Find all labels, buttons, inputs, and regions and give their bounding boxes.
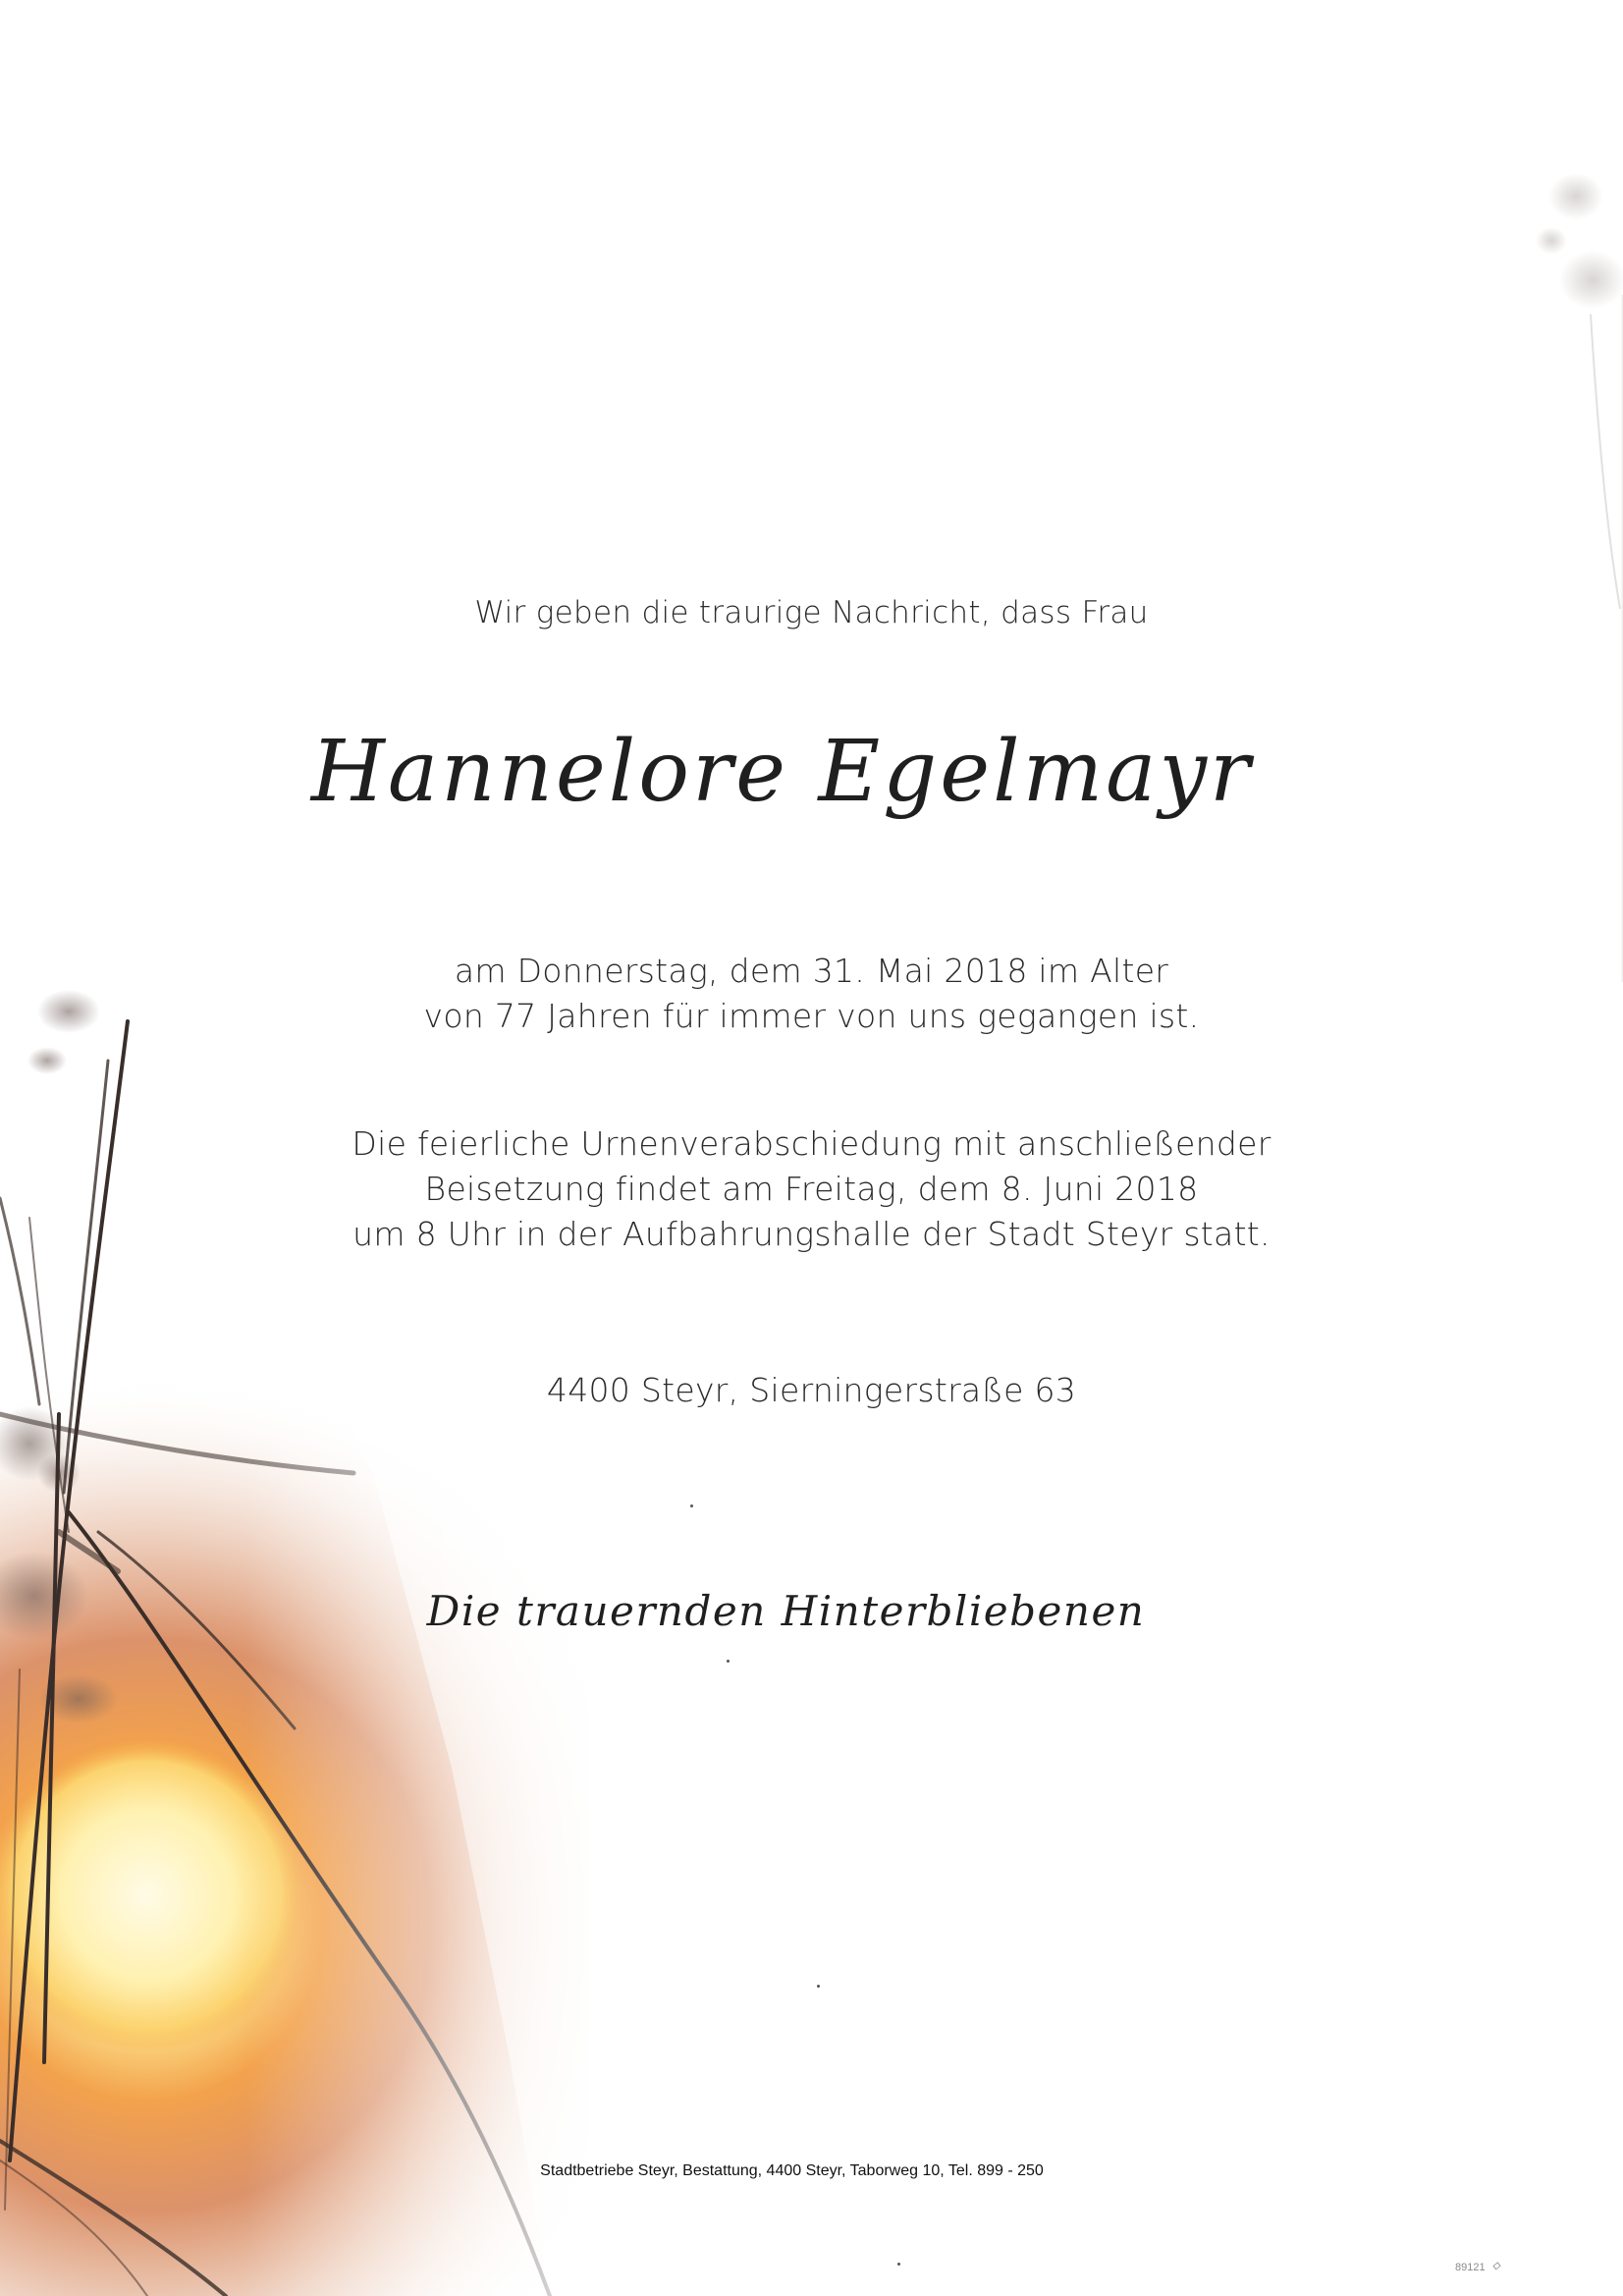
service-details: [0, 1121, 1623, 1257]
deceased-name: Hannelore Egelmayr: [310, 723, 1254, 821]
speck: [897, 2263, 900, 2266]
intro-text: Wir geben die traurige Nachricht, dass Frau: [474, 595, 1149, 630]
funeral-home-footer: Stadtbetriebe Steyr, Bestattung, 4400 Steyr, Taborweg 10, Tel. 899 - 250: [540, 2162, 1044, 2179]
speck: [817, 1985, 820, 1988]
service-line-2: Beisetzung findet am Freitag, dem 8. Juni 2018: [424, 1170, 1199, 1208]
print-logo-icon: ◇: [1492, 2261, 1500, 2271]
reference-number: 89121: [1455, 2262, 1486, 2273]
death-details: [0, 949, 1623, 1039]
speck: [690, 1504, 693, 1507]
death-line-1: am Donnerstag, dem 31. Mai 2018 im Alter: [454, 952, 1169, 990]
speck: [727, 1660, 730, 1663]
family-address: 4400 Steyr, Sierningerstraße 63: [546, 1371, 1077, 1409]
death-line-2: von 77 Jahren für immer von uns gegangen ist.: [423, 997, 1200, 1035]
mourners-signature: Die trauernden Hinterbliebenen: [426, 1587, 1146, 1635]
service-line-1: Die feierliche Urnenverabschiedung mit anschließender: [352, 1124, 1271, 1163]
service-line-3: um 8 Uhr in der Aufbahrungshalle der Stadt Steyr statt.: [352, 1215, 1271, 1253]
